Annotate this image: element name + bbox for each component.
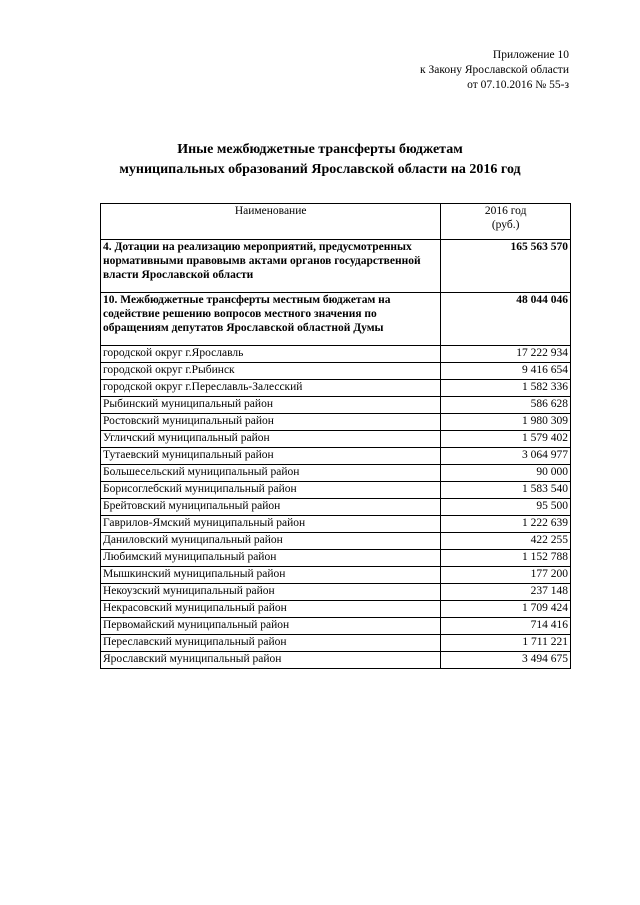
section-name: 10. Межбюджетные трансферты местным бюджетам на содействие решению вопросов местного значения по обращениям депутатов Ярославской областной Думы xyxy=(101,293,441,346)
municipality-amount: 17 222 934 xyxy=(441,346,571,363)
table-row xyxy=(101,567,571,584)
table-header-row xyxy=(101,204,571,240)
table-row xyxy=(101,346,571,363)
municipality-name: Брейтовский муниципальный район xyxy=(101,499,441,516)
table-row xyxy=(101,652,571,669)
municipality-name: Некоузский муниципальный район xyxy=(101,584,441,601)
appendix-reference xyxy=(420,48,569,93)
municipality-amount: 1 152 788 xyxy=(441,550,571,567)
municipality-name: Ярославский муниципальный район xyxy=(101,652,441,669)
table-row xyxy=(101,635,571,652)
municipality-amount: 586 628 xyxy=(441,397,571,414)
column-header-year-label: 2016 год xyxy=(484,205,527,217)
municipality-amount: 1 579 402 xyxy=(441,431,571,448)
transfers-table-body xyxy=(101,204,571,669)
document-title-line-2: муниципальных образований Ярославской области на 2016 год xyxy=(119,162,521,177)
column-header-name: Наименование xyxy=(101,204,441,240)
section-row xyxy=(101,240,571,293)
table-row xyxy=(101,550,571,567)
municipality-name: Переславский муниципальный район xyxy=(101,635,441,652)
table-row xyxy=(101,414,571,431)
table-row xyxy=(101,482,571,499)
column-header-year xyxy=(441,204,571,240)
municipality-amount: 422 255 xyxy=(441,533,571,550)
municipality-amount: 3 064 977 xyxy=(441,448,571,465)
municipality-amount: 1 583 540 xyxy=(441,482,571,499)
municipality-amount: 1 582 336 xyxy=(441,380,571,397)
municipality-name: Рыбинский муниципальный район xyxy=(101,397,441,414)
municipality-name: Тутаевский муниципальный район xyxy=(101,448,441,465)
municipality-name: городской округ г.Ярославль xyxy=(101,346,441,363)
municipality-amount: 3 494 675 xyxy=(441,652,571,669)
table-row xyxy=(101,601,571,618)
municipality-name: городской округ г.Переславль-Залесский xyxy=(101,380,441,397)
table-row xyxy=(101,618,571,635)
appendix-date: от 07.10.2016 № 55-з xyxy=(467,79,569,91)
appendix-number: Приложение 10 xyxy=(492,49,569,61)
municipality-amount: 1 222 639 xyxy=(441,516,571,533)
municipality-amount: 90 000 xyxy=(441,465,571,482)
column-header-unit: (руб.) xyxy=(491,219,520,231)
municipality-name: Даниловский муниципальный район xyxy=(101,533,441,550)
transfers-table xyxy=(100,203,571,669)
section-amount: 48 044 046 xyxy=(441,293,571,346)
section-name: 4. Дотации на реализацию мероприятий, предусмотренных нормативными правовымв актами органов государственной власти Ярославской области xyxy=(101,240,441,293)
municipality-name: Угличский муниципальный район xyxy=(101,431,441,448)
table-row xyxy=(101,431,571,448)
document-title-line-1: Иные межбюджетные трансферты бюджетам xyxy=(177,142,463,157)
municipality-name: городской округ г.Рыбинск xyxy=(101,363,441,380)
municipality-amount: 177 200 xyxy=(441,567,571,584)
section-amount: 165 563 570 xyxy=(441,240,571,293)
table-row xyxy=(101,584,571,601)
municipality-name: Мышкинский муниципальный район xyxy=(101,567,441,584)
table-row xyxy=(101,499,571,516)
table-row xyxy=(101,363,571,380)
municipality-name: Борисоглебский муниципальный район xyxy=(101,482,441,499)
municipality-name: Гаврилов-Ямский муниципальный район xyxy=(101,516,441,533)
municipality-amount: 1 711 221 xyxy=(441,635,571,652)
municipality-amount: 714 416 xyxy=(441,618,571,635)
municipality-amount: 9 416 654 xyxy=(441,363,571,380)
table-row xyxy=(101,448,571,465)
municipality-name: Большесельский муниципальный район xyxy=(101,465,441,482)
municipality-amount: 237 148 xyxy=(441,584,571,601)
table-row xyxy=(101,465,571,482)
table-row xyxy=(101,533,571,550)
municipality-name: Любимский муниципальный район xyxy=(101,550,441,567)
municipality-name: Некрасовский муниципальный район xyxy=(101,601,441,618)
municipality-name: Первомайский муниципальный район xyxy=(101,618,441,635)
table-row xyxy=(101,380,571,397)
municipality-amount: 95 500 xyxy=(441,499,571,516)
municipality-amount: 1 980 309 xyxy=(441,414,571,431)
table-row xyxy=(101,516,571,533)
appendix-law: к Закону Ярославской области xyxy=(420,64,569,76)
table-row xyxy=(101,397,571,414)
document-title xyxy=(0,140,640,180)
section-row xyxy=(101,293,571,346)
municipality-name: Ростовский муниципальный район xyxy=(101,414,441,431)
municipality-amount: 1 709 424 xyxy=(441,601,571,618)
